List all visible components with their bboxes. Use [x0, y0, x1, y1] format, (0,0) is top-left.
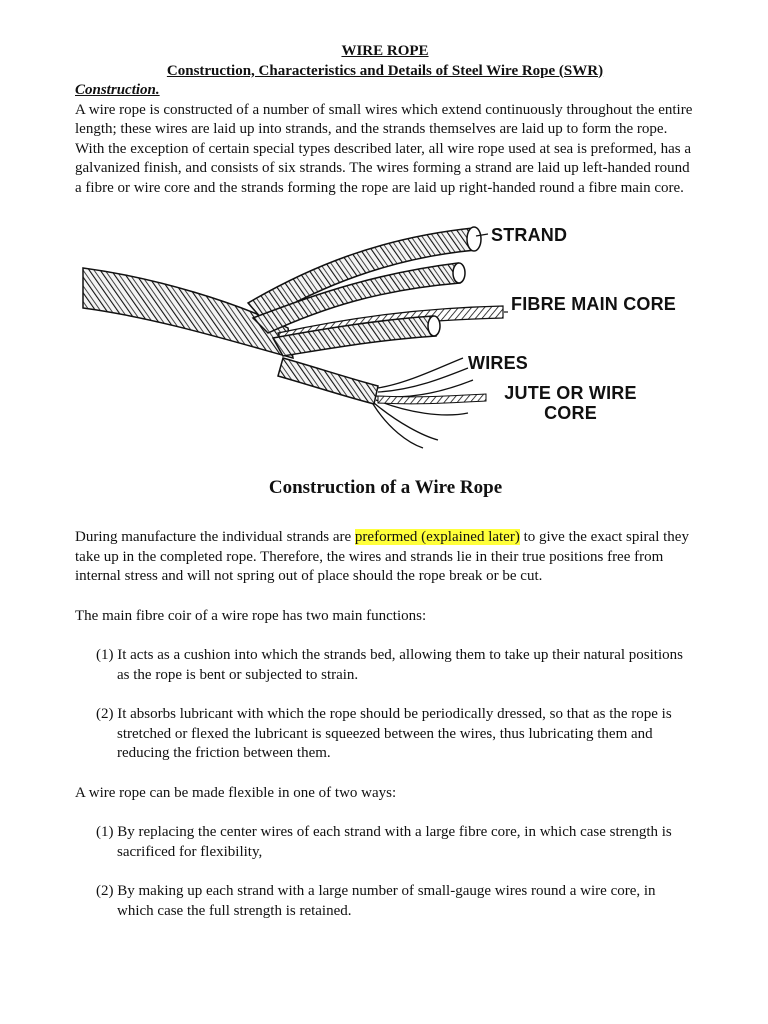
functions-list [75, 646, 695, 764]
intro-paragraph: A wire rope is constructed of a number of small wires which extend continuously throughout the entire length; these wires are laid up into strands, and the strands themselves are laid up to form the rope. With the exception of certain special types described later, all wire rope used at sea is preformed, has a galvanized finish, and consists of six strands. The wires forming a strand are laid up left-handed round a fibre or wire core and the strands forming the rope are laid up right-handed round a fibre main core. [75, 101, 693, 196]
wire-rope-illustration [78, 208, 693, 473]
functions-intro: The main fibre coir of a wire rope has two main functions: [75, 607, 427, 624]
strand-end-third [428, 316, 440, 336]
strand-end-second [453, 263, 465, 283]
page-title: WIRE ROPE [341, 43, 429, 59]
strand-lower [278, 358, 378, 404]
highlight-explained-later: (explained later) [417, 529, 520, 545]
wire-rope-figure [78, 208, 693, 520]
document-page [75, 42, 695, 921]
label-fibre-main-core: FIBRE MAIN CORE [511, 294, 676, 314]
strand-end-top [467, 227, 481, 251]
list-item: (2) By making up each strand with a large number of small-gauge wires round a wire core, in which case the full strength is retained. [96, 883, 656, 919]
list-item: (1) By replacing the center wires of each strand with a large fibre core, in which case strength is sacrificed for flexibility, [96, 824, 672, 860]
manufacture-paragraph [75, 528, 695, 587]
manufacture-text-before: During manufacture the individual strands are [75, 529, 355, 545]
jute-core [378, 394, 486, 404]
figure-caption: Construction of a Wire Rope [268, 477, 503, 498]
flexible-ways-list [75, 823, 695, 921]
list-item: (2) It absorbs lubricant with which the rope should be periodically dressed, so that as the rope is stretched or flexed the lubricant is squeezed between the wires, thus lubricating them and reducing the friction between them. [96, 706, 672, 761]
label-jute-line-2: CORE [544, 403, 597, 423]
list-item: (1) It acts as a cushion into which the strands bed, allowing them to take up their natural positions as the rope is bent or subjected to strain. [96, 647, 683, 683]
flexible-intro: A wire rope can be made flexible in one of two ways: [75, 784, 397, 801]
highlight-preformed: preformed [354, 529, 418, 545]
page-subtitle: Construction, Characteristics and Details of Steel Wire Rope (SWR) [166, 62, 604, 79]
section-heading-construction: Construction. [75, 82, 160, 98]
label-wires: WIRES [468, 353, 529, 373]
label-jute-line-1: JUTE OR WIRE [504, 383, 637, 403]
manufacture-text-after: to give the exact spiral they take up in the completed rope. Therefore, the wires and strands lie in their true positions free from internal stress and will not spring out of place should the rope break or be cut. [75, 529, 689, 584]
label-strand: STRAND [491, 225, 568, 245]
label-jute-or-wire-core [503, 383, 638, 423]
